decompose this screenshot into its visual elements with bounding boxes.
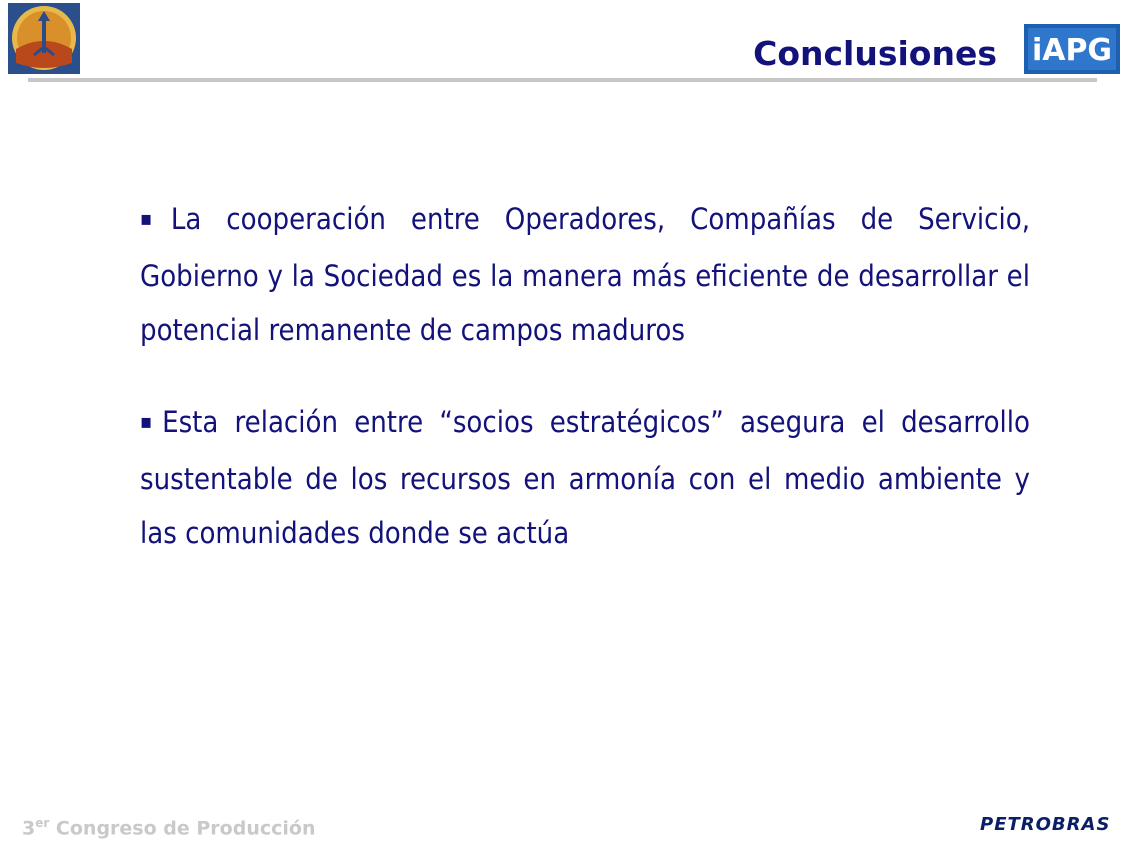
header-divider bbox=[28, 78, 1097, 82]
iapg-logo bbox=[1024, 24, 1120, 74]
congress-text: Congreso de Producción bbox=[55, 817, 316, 840]
bullet-item bbox=[140, 192, 1030, 357]
congress-logo bbox=[8, 3, 80, 74]
congress-oil-derrick-icon bbox=[8, 3, 80, 74]
bullet-text: Esta relación entre “socios estratégicos” asegura el desarrollo sustentable de los recursos en armonía con el medio ambiente y las comunidades donde se actúa bbox=[140, 405, 1030, 550]
bullet-marker-icon: ▪ bbox=[140, 409, 161, 433]
congress-footer bbox=[22, 816, 315, 839]
page-title: Conclusiones bbox=[753, 34, 997, 73]
congress-number: 3 bbox=[22, 817, 36, 840]
conclusions-body bbox=[140, 192, 1030, 598]
bullet-marker-icon: ▪ bbox=[140, 206, 169, 230]
petrobras-logo: PETROBRAS bbox=[980, 814, 1111, 835]
iapg-logo-text: iAPG bbox=[1031, 33, 1113, 68]
iapg-icon bbox=[1024, 24, 1120, 74]
bullet-text: La cooperación entre Operadores, Compañías de Servicio, Gobierno y la Sociedad es la manera más eficiente de desarrollar el potencial remanente de campos maduros bbox=[140, 202, 1030, 347]
congress-suffix: er bbox=[35, 816, 50, 830]
bullet-item bbox=[140, 395, 1030, 560]
